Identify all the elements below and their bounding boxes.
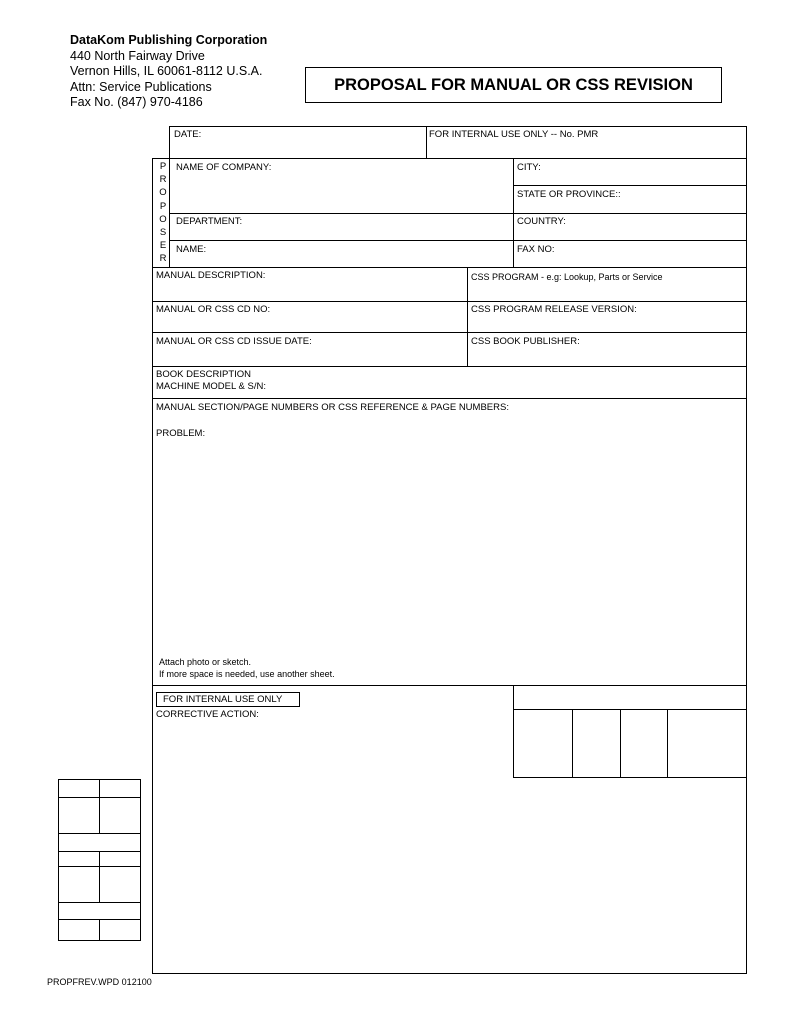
address-line: 440 North Fairway Drive bbox=[70, 48, 205, 63]
address-line: Vernon Hills, IL 60061-8112 U.S.A. bbox=[70, 64, 263, 78]
machine-model-label: MACHINE MODEL & S/N: bbox=[156, 381, 266, 392]
proposer-letter: S bbox=[159, 227, 167, 239]
corrective-action-label: CORRECTIVE ACTION: bbox=[156, 709, 259, 720]
proposer-letter: O bbox=[159, 213, 167, 225]
form-title: PROPOSAL FOR MANUAL OR CSS REVISION bbox=[305, 67, 722, 103]
company-name: DataKom Publishing Corporation bbox=[70, 33, 268, 47]
release-version-label: CSS PROGRAM RELEASE VERSION: bbox=[471, 304, 637, 315]
company-name-label: NAME OF COMPANY: bbox=[176, 162, 272, 173]
proposer-letter: P bbox=[159, 200, 167, 212]
proposer-letter: P bbox=[159, 161, 167, 172]
form-code: PROPFREV.WPD 012100 bbox=[47, 977, 152, 987]
attach-note-line2: If more space is needed, use another sheet. bbox=[159, 669, 335, 679]
city-label: CITY: bbox=[517, 162, 541, 173]
internal-use-box: FOR INTERNAL USE ONLY bbox=[156, 692, 300, 707]
cd-number-label: MANUAL OR CSS CD NO: bbox=[156, 304, 271, 315]
name-label: NAME: bbox=[176, 244, 207, 255]
proposer-letter: R bbox=[159, 174, 167, 186]
date-label: DATE: bbox=[174, 129, 202, 140]
book-description-label: BOOK DESCRIPTION bbox=[156, 369, 252, 380]
address-line: Fax No. (847) 970-4186 bbox=[70, 95, 203, 109]
proposer-letter: O bbox=[159, 187, 167, 199]
company-address-block bbox=[70, 33, 267, 111]
css-program-label: CSS PROGRAM - e.g: Lookup, Parts or Service bbox=[471, 272, 663, 282]
book-publisher-label: CSS BOOK PUBLISHER: bbox=[471, 336, 580, 347]
manual-description-label: MANUAL DESCRIPTION: bbox=[156, 270, 266, 281]
proposer-vertical-label bbox=[155, 160, 171, 266]
country-label: COUNTRY: bbox=[517, 216, 566, 227]
section-pages-label: MANUAL SECTION/PAGE NUMBERS OR CSS REFERENCE & PAGE NUMBERS: bbox=[156, 402, 509, 413]
address-line: Attn: Service Publications bbox=[70, 79, 212, 94]
problem-label: PROBLEM: bbox=[156, 428, 206, 439]
cd-issue-date-label: MANUAL OR CSS CD ISSUE DATE: bbox=[156, 336, 312, 347]
proposer-letter: E bbox=[159, 240, 167, 252]
attach-note-line1: Attach photo or sketch. bbox=[159, 657, 252, 667]
internal-pmr-label: FOR INTERNAL USE ONLY -- No. PMR bbox=[429, 129, 599, 140]
fax-label: FAX NO: bbox=[517, 244, 555, 255]
proposer-letter: R bbox=[159, 253, 167, 265]
department-label: DEPARTMENT: bbox=[176, 216, 243, 227]
state-label: STATE OR PROVINCE:: bbox=[517, 189, 621, 200]
